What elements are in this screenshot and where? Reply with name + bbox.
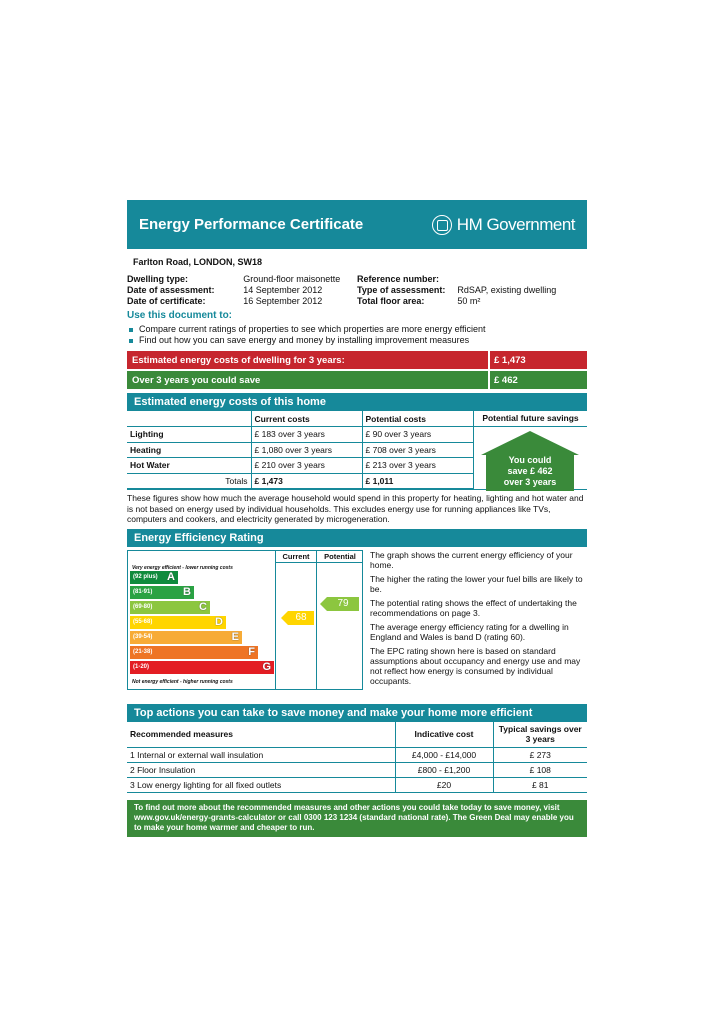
dwelling-details	[127, 274, 587, 306]
cost-potential: £ 708 over 3 years	[362, 442, 473, 458]
estimated-costs-value: £ 1,473	[488, 351, 587, 369]
rating-band-d	[130, 616, 226, 629]
savings-value: £ 462	[488, 371, 587, 389]
col-potential-savings: Potential future savings	[474, 411, 587, 427]
savings-line: save £ 462	[507, 466, 553, 476]
band-range: (55-68)	[133, 619, 153, 625]
potential-rating-arrow	[327, 597, 359, 611]
green-deal-footer: To find out more about the recommended measures and other actions you could take today to save money, visit www.gov.uk/energy-grants-calculator or call 0300 123 1234 (standard national rate). The Green Deal may enable you to make your home warmer and cheaper to run.	[127, 800, 587, 837]
rating-band-c	[130, 601, 210, 614]
dwelling-type-value: Ground-floor maisonette	[243, 274, 341, 284]
band-range: (1-20)	[133, 664, 150, 670]
rating-paragraph: The potential rating shows the effect of undertaking the recommendations on page 3.	[370, 597, 577, 618]
band-letter: F	[248, 646, 255, 658]
potential-rating-value: 79	[337, 598, 349, 609]
rating-band-g	[130, 661, 274, 674]
property-address: Farlton Road, LONDON, SW18	[133, 257, 263, 267]
band-range: (69-80)	[133, 604, 153, 610]
table-row	[127, 763, 587, 778]
band-letter: D	[215, 616, 223, 628]
col-measures: Recommended measures	[127, 722, 395, 748]
type-assessment-label: Type of assessment:	[357, 285, 446, 295]
measure-saving: £ 273	[493, 748, 587, 763]
band-letter: C	[199, 601, 207, 613]
savings-line: over 3 years	[503, 477, 557, 487]
rating-col-potential: Potential	[324, 551, 356, 561]
dwelling-type-label: Dwelling type:	[127, 274, 189, 284]
cost-name: Lighting	[127, 427, 251, 443]
reference-value	[457, 274, 556, 284]
measure-cost: £20	[395, 778, 493, 793]
table-row	[127, 778, 587, 793]
measure-cost: £800 - £1,200	[395, 763, 493, 778]
col-current-costs: Current costs	[251, 411, 362, 427]
potential-savings-column	[473, 411, 587, 489]
estimated-costs-label: Estimated energy costs of dwelling for 3 years:	[132, 354, 345, 366]
reference-label: Reference number:	[357, 274, 440, 284]
rating-band-a	[130, 571, 178, 584]
cost-potential: £ 90 over 3 years	[362, 427, 473, 443]
savings-bar	[127, 371, 587, 389]
rating-chart	[127, 550, 363, 690]
totals-row	[127, 473, 473, 489]
measure-cost: £4,000 - £14,000	[395, 748, 493, 763]
floor-area-value: 50 m²	[457, 296, 481, 306]
rating-paragraph: The graph shows the current energy efficiency of your home.	[370, 549, 573, 570]
epc-page	[127, 200, 587, 837]
rating-col-current: Current	[282, 551, 310, 561]
band-range: (81-91)	[133, 589, 153, 595]
band-range: (92 plus)	[133, 574, 158, 580]
costs-table-wrap	[127, 411, 587, 489]
certificate-header	[127, 200, 587, 249]
band-letter: B	[183, 586, 191, 598]
date-certificate-label: Date of certificate:	[127, 296, 206, 306]
use-bullet: Find out how you can save energy and money by installing improvement measures	[127, 335, 587, 346]
col-potential-costs: Potential costs	[362, 411, 473, 427]
total-potential: £ 1,011	[362, 473, 473, 489]
cost-current: £ 183 over 3 years	[251, 427, 362, 443]
band-letter: E	[231, 631, 239, 643]
rating-paragraph: The higher the rating the lower your fuel bills are likely to be.	[370, 573, 583, 594]
table-row	[127, 748, 587, 763]
type-assessment-value: RdSAP, existing dwelling	[457, 285, 557, 295]
scale-bottom-label: Not energy efficient - higher running costs	[132, 678, 233, 685]
measure-name: 1 Internal or external wall insulation	[127, 748, 395, 763]
measure-name: 2 Floor Insulation	[127, 763, 395, 778]
house-savings-icon	[481, 431, 579, 491]
hm-government-text: HM Government	[456, 214, 575, 234]
costs-section-title: Estimated energy costs of this home	[127, 393, 587, 411]
rating-paragraph: The EPC rating shown here is based on standard assumptions about occupancy and energy use and may not reflect how energy is consumed by individual occupants.	[370, 645, 581, 686]
col-indicative-cost: Indicative cost	[395, 722, 493, 748]
scale-top-label: Very energy efficient - lower running costs	[132, 564, 233, 571]
use-bullet: Compare current ratings of properties to see which properties are more energy efficient	[127, 324, 587, 335]
actions-section-title: Top actions you can take to save money and make your home more efficient	[127, 704, 587, 722]
rating-wrap	[127, 550, 587, 690]
estimated-costs-bar	[127, 351, 587, 369]
costs-table	[127, 411, 473, 489]
current-rating-value: 68	[295, 612, 307, 623]
current-rating-arrow	[288, 611, 314, 625]
table-row	[127, 458, 473, 474]
date-certificate-value: 16 September 2012	[243, 296, 323, 306]
band-range: (21-38)	[133, 649, 153, 655]
rating-section-title: Energy Efficiency Rating	[127, 529, 587, 547]
date-assessment-value: 14 September 2012	[243, 285, 323, 295]
cost-current: £ 1,080 over 3 years	[251, 442, 362, 458]
rating-band-f	[130, 646, 258, 659]
measure-saving: £ 81	[493, 778, 587, 793]
savings-label: Over 3 years you could save	[132, 374, 261, 386]
table-row	[127, 427, 473, 443]
total-current: £ 1,473	[251, 473, 362, 489]
costs-note: These figures show how much the average household would spend in this property for heating, lighting and hot water and is not based on energy used by individual households. This excludes energy use for running appliances like TVs, computers and cookers, and electricity generated by microgeneration.	[127, 493, 584, 524]
savings-line: You could	[508, 455, 552, 465]
date-assessment-label: Date of assessment:	[127, 285, 215, 295]
totals-label: Totals	[127, 473, 251, 489]
cost-name: Heating	[127, 442, 251, 458]
measure-saving: £ 108	[493, 763, 587, 778]
rating-paragraph: The average energy efficiency rating for a dwelling in England and Wales is band D (rating 60).	[370, 621, 569, 642]
actions-table	[127, 722, 587, 794]
band-letter: A	[167, 571, 175, 583]
floor-area-label: Total floor area:	[357, 296, 425, 306]
cost-potential: £ 213 over 3 years	[362, 458, 473, 474]
rating-explanation	[363, 550, 587, 690]
rating-band-e	[130, 631, 242, 644]
measure-name: 3 Low energy lighting for all fixed outlets	[127, 778, 395, 793]
rating-band-b	[130, 586, 194, 599]
band-range: (39-54)	[133, 634, 153, 640]
band-letter: G	[262, 661, 271, 673]
use-document-title: Use this document to:	[127, 310, 233, 321]
cost-current: £ 210 over 3 years	[251, 458, 362, 474]
hm-government-logo	[432, 215, 575, 235]
use-bullets	[127, 324, 587, 346]
crest-icon	[432, 215, 452, 235]
certificate-title: Energy Performance Certificate	[139, 216, 364, 233]
col-typical-savings: Typical savings over 3 years	[493, 722, 587, 748]
table-row	[127, 442, 473, 458]
cost-name: Hot Water	[127, 458, 251, 474]
